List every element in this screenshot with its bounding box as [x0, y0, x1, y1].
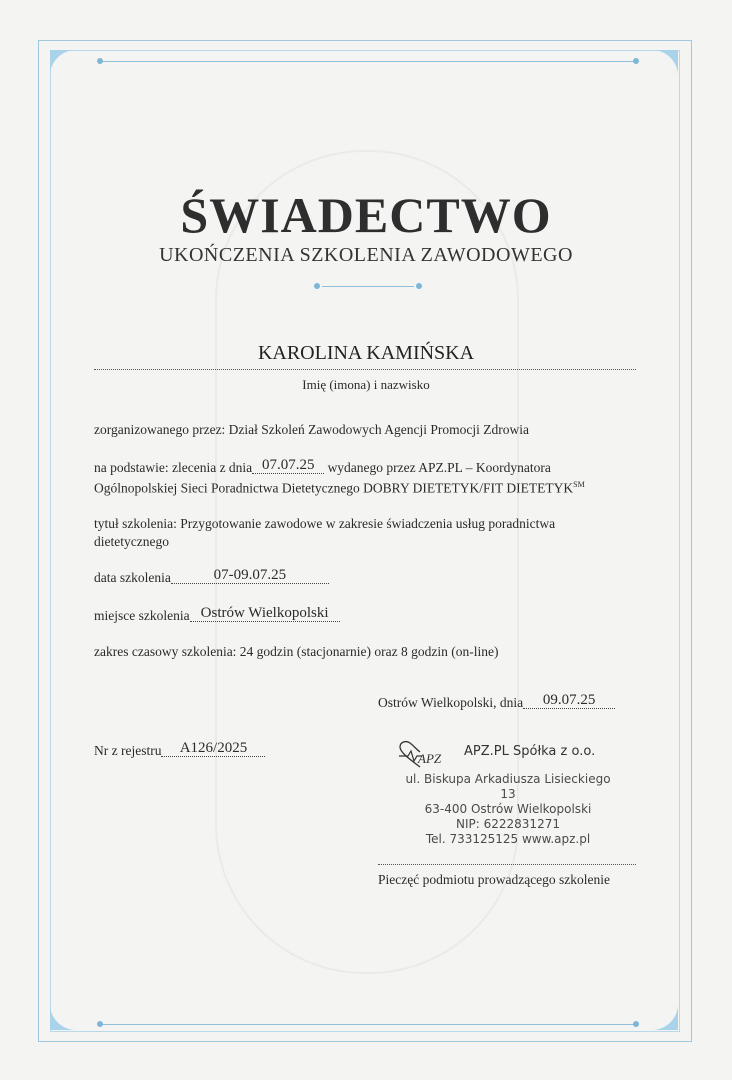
name-dotted-line — [94, 369, 636, 370]
place-line — [94, 606, 340, 625]
corner-ornament-top-right — [652, 50, 678, 76]
scope-line: zakres czasowy szkolenia: 24 godzin (stacjonarnie) oraz 8 godzin (on-line) — [94, 644, 499, 659]
date-line — [94, 568, 329, 587]
basis-line-2 — [94, 475, 585, 498]
register-line — [94, 740, 265, 760]
certificate-subtitle: UKOŃCZENIA SZKOLENIA ZAWODOWEGO — [159, 244, 573, 266]
basis-superscript: SM — [573, 480, 585, 489]
date-label: data szkolenia — [94, 570, 171, 585]
stamp-address-line: ul. Biskupa Arkadiusza Lisieckiego 13 — [405, 772, 611, 801]
ornament-dot — [633, 1021, 639, 1027]
basis-suffix: wydanego przez APZ.PL – Koordynatora — [327, 460, 551, 475]
seal-dotted-line — [378, 864, 636, 865]
training-title-line: tytuł szkolenia: Przygotowanie zawodowe w zakresie świadczenia usług poradnictwa — [94, 516, 556, 531]
basis-line2-text: Ogólnopolskiej Sieci Poradnictwa Dietetycznego DOBRY DIETETYK/FIT DIETETYK — [94, 480, 574, 496]
stamp-contact: Tel. 733125125 www.apz.pl — [425, 832, 591, 846]
top-ornament-line — [100, 61, 636, 62]
issue-place-label: Ostrów Wielkopolski, dnia — [378, 695, 524, 710]
corner-ornament-bottom-left — [50, 1004, 76, 1030]
stamp-nip: NIP: 6222831271 — [456, 817, 560, 831]
ornament-dot — [314, 283, 320, 289]
recipient-name: KAROLINA KAMIŃSKA — [257, 342, 475, 364]
title-divider — [322, 286, 414, 287]
ornament-dot — [416, 283, 422, 289]
corner-ornament-bottom-right — [652, 1004, 678, 1030]
basis-date: 07.07.25 — [252, 457, 324, 474]
issue-date: 09.07.25 — [523, 692, 615, 709]
ornament-dot — [97, 58, 103, 64]
seal-caption: Pieczęć podmiotu prowadzącego szkolenie — [378, 872, 611, 887]
register-value: A126/2025 — [161, 740, 265, 757]
place-value: Ostrów Wielkopolski — [190, 605, 340, 622]
basis-prefix: na podstawie: zlecenia z dnia — [94, 460, 253, 475]
stamp-city-line: 63-400 Ostrów Wielkopolski — [424, 802, 592, 816]
place-label: miejsce szkolenia — [94, 608, 190, 623]
bottom-ornament-line — [100, 1024, 636, 1025]
organizer-line: zorganizowanego przez: Dział Szkoleń Zawodowych Agencji Promocji Zdrowia — [94, 422, 529, 437]
issue-place-date — [378, 692, 615, 712]
logo-text: APZ — [418, 751, 442, 766]
register-label: Nr z rejestru — [94, 743, 162, 758]
date-value: 07-09.07.25 — [171, 567, 329, 584]
name-caption: Imię (imona) i nazwisko — [302, 377, 430, 392]
stamp-company-name: APZ.PL Spółka z o.o. — [464, 744, 596, 759]
stamp-address — [398, 772, 618, 847]
corner-ornament-top-left — [50, 50, 76, 76]
certificate-title: ŚWIADECTWO — [180, 187, 552, 243]
ornament-dot — [97, 1021, 103, 1027]
heart-logo-icon — [398, 740, 444, 770]
training-title-line-2: dietetycznego — [94, 534, 169, 549]
ornament-dot — [633, 58, 639, 64]
